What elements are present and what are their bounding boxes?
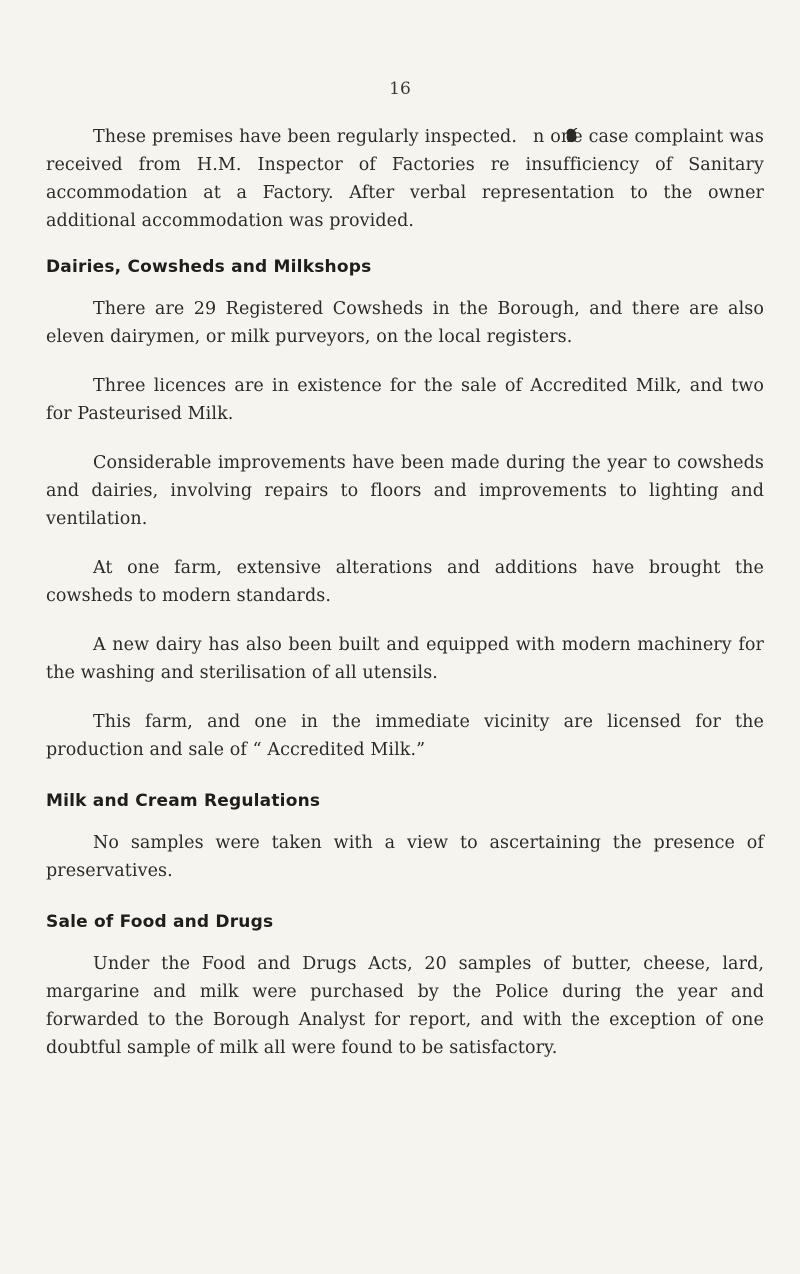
dairies-paragraph-3: Considerable improvements have been made during the year to cowsheds and dairies, involving repairs to floors and improvements to lighting and ventilation. (46, 453, 764, 529)
section-heading-food-drugs: Sale of Food and Drugs (46, 912, 274, 932)
ink-blot-icon (518, 125, 532, 141)
dairies-paragraph-6: This farm, and one in the immediate vicinity are licensed for the production and sale of “ Accredited Milk.” (46, 712, 764, 760)
page-content (46, 123, 764, 1062)
section-heading-dairies: Dairies, Cowsheds and Milkshops (46, 257, 372, 277)
intro-text-rest: n one case complaint was received from H.M. Inspector of Factories re insufficiency of Sanitary accommodation at a Factory. After verbal representation to the owner additional accommodation was provided. (46, 127, 764, 231)
dairies-paragraph-1: There are 29 Registered Cowsheds in the Borough, and there are also eleven dairymen, or milk purveyors, on the local registers. (46, 299, 764, 347)
dairies-paragraph-5: A new dairy has also been built and equipped with modern machinery for the washing and sterilisation of all utensils. (46, 635, 764, 683)
intro-paragraph (46, 123, 764, 235)
section-heading-milk-cream: Milk and Cream Regulations (46, 791, 321, 811)
page-number: 16 (389, 79, 411, 99)
dairies-paragraph-2: Three licences are in existence for the sale of Accredited Milk, and two for Pasteurised Milk. (46, 376, 764, 424)
dairies-paragraph-4: At one farm, extensive alterations and additions have brought the cowsheds to modern standards. (46, 558, 764, 606)
intro-text-start: These premises have been regularly inspected. (93, 127, 518, 147)
milk-cream-paragraph-1: No samples were taken with a view to ascertaining the presence of preservatives. (46, 833, 764, 881)
food-drugs-paragraph-1: Under the Food and Drugs Acts, 20 samples of butter, cheese, lard, margarine and milk were purchased by the Police during the year and forwarded to the Borough Analyst for report, and with the exception of one doubtful sample of milk all were found to be satisfactory. (46, 954, 764, 1058)
